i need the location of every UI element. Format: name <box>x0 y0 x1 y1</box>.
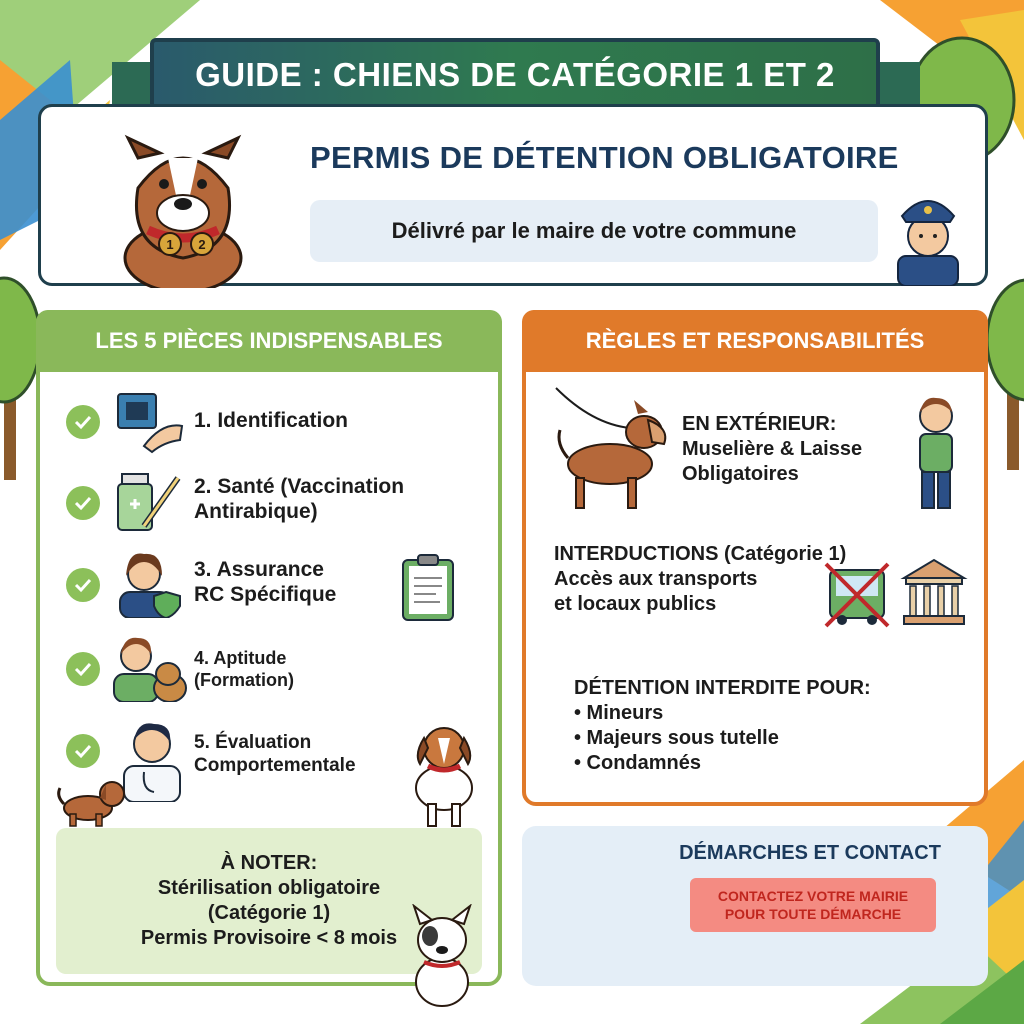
document-identification <box>194 408 348 433</box>
medal-label: 1 <box>166 237 174 252</box>
rule-line: DÉTENTION INTERDITE POUR: <box>574 677 871 699</box>
microchip-icon <box>114 392 186 454</box>
contact-line: POUR TOUTE DÉMARCHE <box>724 906 902 922</box>
document-health <box>194 474 404 524</box>
document-insurance <box>194 557 336 607</box>
trainer-icon <box>112 632 188 702</box>
contact-mayor-button[interactable] <box>690 878 936 932</box>
muzzled-dog-leash-icon <box>552 384 672 512</box>
item-line: Antirabique) <box>194 500 318 524</box>
outdoor-rule <box>682 412 862 487</box>
item-line: 4. Aptitude <box>194 648 287 668</box>
public-building-icon <box>900 556 968 626</box>
required-documents-title: LES 5 PIÈCES INDISPENSABLES <box>36 310 502 372</box>
rule-line: EN EXTÉRIEUR: <box>682 413 837 435</box>
tree-icon <box>0 270 40 480</box>
contact-line: CONTACTEZ VOTRE MAIRIE <box>717 887 909 904</box>
beagle-dog-icon <box>404 724 484 828</box>
dog-with-medals-icon <box>98 118 268 288</box>
item-line: Comportementale <box>194 754 356 776</box>
note-line: Stérilisation obligatoire <box>157 877 381 899</box>
rule-line: • Majeurs sous tutelle <box>574 727 779 749</box>
vaccine-icon <box>114 470 186 534</box>
contact-title: DÉMARCHES ET CONTACT <box>679 842 941 864</box>
rule-line: Accès aux transports <box>554 568 758 590</box>
french-bulldog-icon <box>400 904 484 1008</box>
permit-title: PERMIS DE DÉTENTION OBLIGATOIRE <box>310 140 899 175</box>
rule-line: INTERDUCTIONS (Catégorie 1) <box>554 543 847 565</box>
rule-line: et locaux publics <box>554 593 717 615</box>
clipboard-icon <box>400 552 456 622</box>
rules-title: RÈGLES ET RESPONSABILITÉS <box>522 310 988 372</box>
check-icon <box>66 734 100 768</box>
tree-icon <box>985 270 1024 470</box>
rule-line: Muselière & Laisse <box>682 438 863 460</box>
check-icon <box>66 568 100 602</box>
item-line: (Formation) <box>194 669 294 690</box>
document-behavior-evaluation <box>194 732 356 778</box>
rule-line: Obligatoires <box>682 463 799 485</box>
rule-line: • Mineurs <box>574 702 664 724</box>
medal-label: 2 <box>198 237 206 252</box>
item-line: 5. Évaluation <box>194 732 312 753</box>
item-line: 2. Santé (Vaccination <box>194 475 405 498</box>
category1-prohibitions <box>554 542 846 617</box>
check-icon <box>66 486 100 520</box>
no-bus-icon <box>824 562 890 628</box>
note-line: (Catégorie 1) <box>207 902 331 924</box>
puppy-icon <box>54 770 130 828</box>
item-line: 3. Assurance <box>194 558 324 581</box>
insurance-agent-icon <box>114 548 186 618</box>
check-icon <box>66 405 100 439</box>
rule-line: • Condamnés <box>574 752 702 774</box>
police-officer-icon <box>888 186 968 286</box>
item-line: 1. Identification <box>194 409 349 432</box>
boy-icon <box>906 394 966 512</box>
guide-banner-title: GUIDE : CHIENS DE CATÉGORIE 1 ET 2 <box>150 38 880 112</box>
document-aptitude <box>194 648 294 691</box>
item-line: RC Spécifique <box>194 583 337 607</box>
ownership-prohibited-list <box>574 676 871 776</box>
note-line: Permis Provisoire < 8 mois <box>140 927 398 949</box>
delivered-by-mayor-label: Délivré par le maire de votre commune <box>310 200 878 262</box>
note-heading: À NOTER: <box>220 852 318 874</box>
check-icon <box>66 652 100 686</box>
